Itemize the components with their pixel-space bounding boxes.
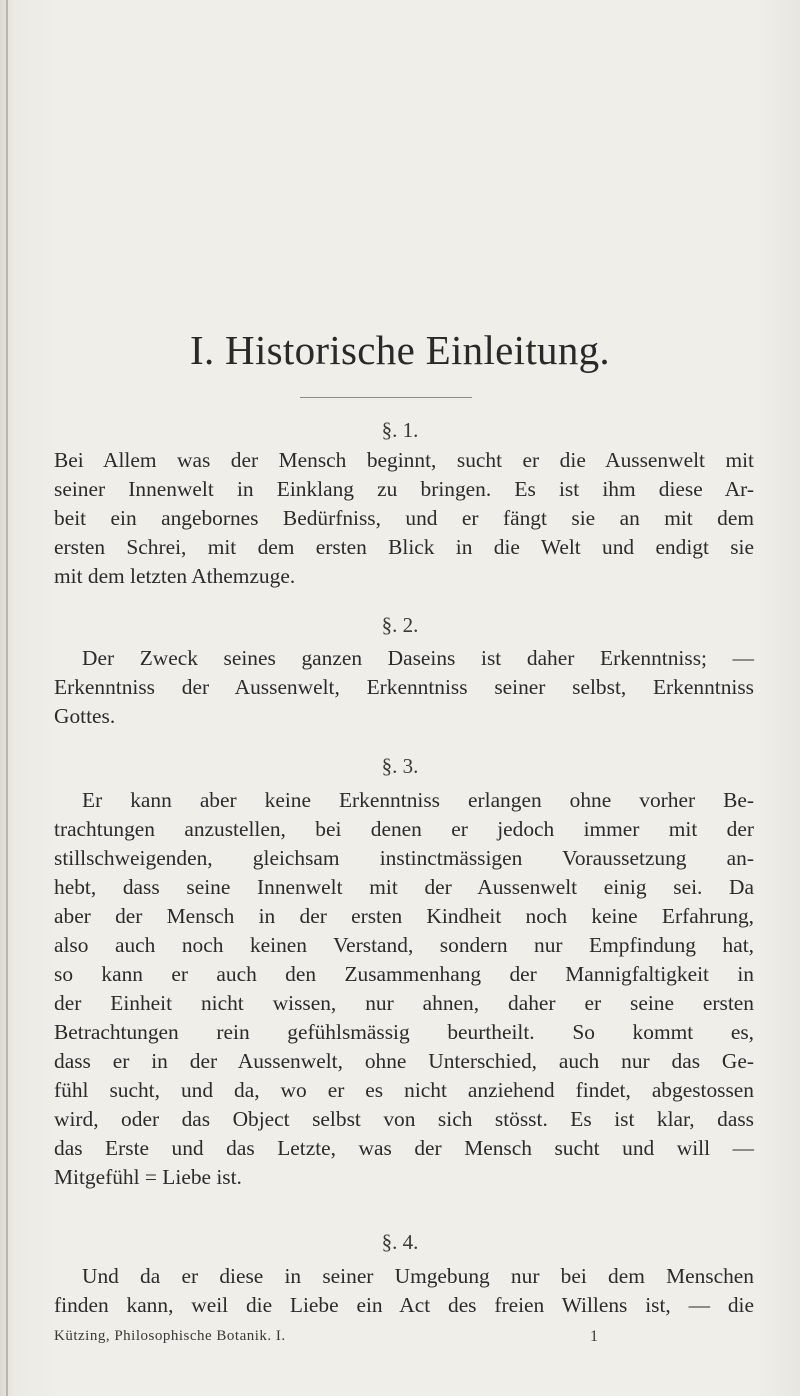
printer-signature: Kützing, Philosophische Botanik. I. (54, 1328, 286, 1344)
text-line: Mitgefühl = Liebe ist. (54, 1165, 242, 1189)
section-mark-4: §. 4. (381, 1230, 419, 1254)
text-line: trachtungen anzustellen, bei denen er jedoch immer mit der (54, 817, 754, 841)
text-line: Der Zweck seines ganzen Daseins ist daher Erkenntniss; — (82, 646, 754, 670)
text-line: Betrachtungen rein gefühlsmässig beurtheilt. So kommt es, (54, 1020, 754, 1044)
paragraph-1 (54, 446, 754, 591)
text-line: wird, oder das Object selbst von sich stösst. Es ist klar, dass (54, 1107, 754, 1131)
text-line: Erkenntniss der Aussenwelt, Erkenntniss seiner selbst, Erkenntniss (54, 675, 754, 699)
section-mark-3: §. 3. (381, 754, 419, 778)
text-line: stillschweigenden, gleichsam instinctmässigen Voraussetzung an- (54, 846, 754, 870)
paragraph-4 (54, 1262, 754, 1320)
text-line: aber der Mensch in der ersten Kindheit noch keine Erfahrung, (54, 904, 754, 928)
text-line: ersten Schrei, mit dem ersten Blick in die Welt und endigt sie (54, 535, 754, 559)
text-line: mit dem letzten Athemzuge. (54, 564, 296, 588)
sheet-number: 1 (590, 1328, 598, 1345)
page-edge-shadow (6, 0, 8, 1396)
text-line: Und da er diese in seiner Umgebung nur bei dem Menschen (82, 1264, 754, 1288)
text-line: fühl sucht, und da, wo er es nicht anziehend findet, abgestossen (54, 1078, 754, 1102)
text-line: Bei Allem was der Mensch beginnt, sucht er die Aussenwelt mit (54, 448, 754, 472)
title-rule (300, 397, 472, 398)
text-line: das Erste und das Letzte, was der Mensch sucht und will — (54, 1136, 754, 1160)
text-line: seiner Innenwelt in Einklang zu bringen. Es ist ihm diese Ar- (54, 477, 754, 501)
paragraph-3 (54, 786, 754, 1192)
text-line: Gottes. (54, 704, 116, 728)
text-line: also auch noch keinen Verstand, sondern nur Empfindung hat, (54, 933, 754, 957)
text-line: finden kann, weil die Liebe ein Act des freien Willens ist, — die (54, 1293, 754, 1317)
text-line: beit ein angebornes Bedürfniss, und er fängt sie an mit dem (54, 506, 754, 530)
text-line: hebt, dass seine Innenwelt mit der Aussenwelt einig sei. Da (54, 875, 754, 899)
section-mark-2: §. 2. (381, 613, 419, 637)
section-mark-1: §. 1. (381, 418, 419, 442)
text-line: dass er in der Aussenwelt, ohne Unterschied, auch nur das Ge- (54, 1049, 754, 1073)
paragraph-2 (54, 644, 754, 731)
text-line: so kann er auch den Zusammenhang der Mannigfaltigkeit in (54, 962, 754, 986)
page-footer (54, 1328, 754, 1345)
chapter-title: I. Historische Einleitung. (189, 327, 610, 373)
text-line: Er kann aber keine Erkenntniss erlangen ohne vorher Be- (82, 788, 754, 812)
text-line: der Einheit nicht wissen, nur ahnen, daher er seine ersten (54, 991, 754, 1015)
